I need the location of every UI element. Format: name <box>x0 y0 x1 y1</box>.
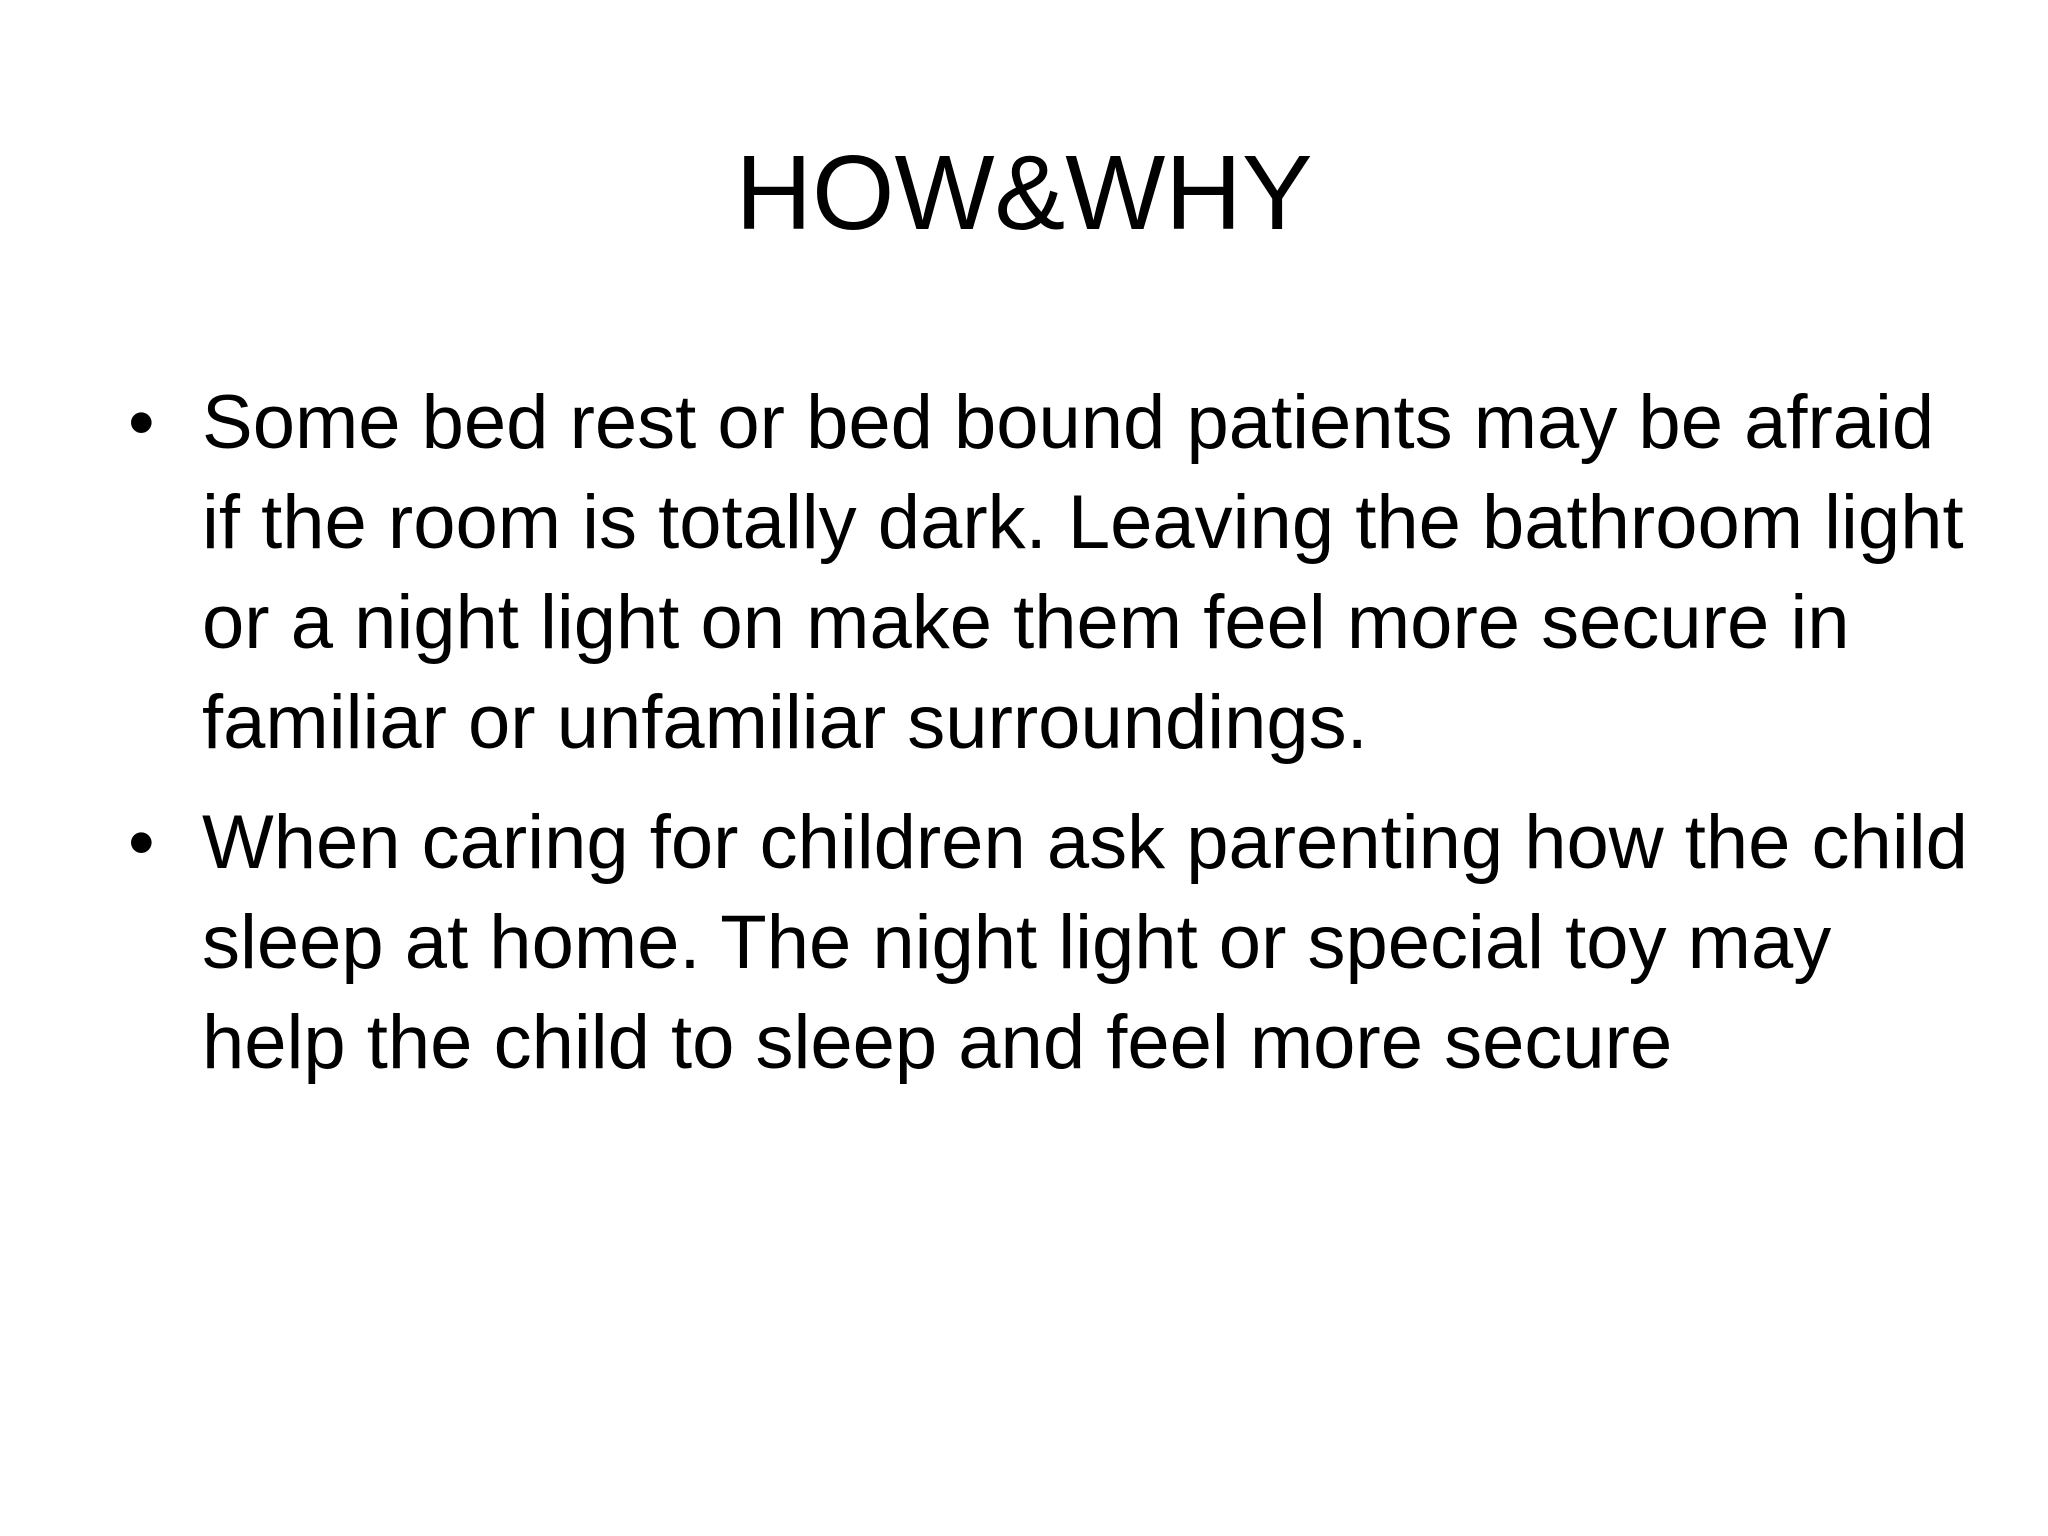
bullet-text: When caring for children ask parenting how the child sleep at home. The night light or special toy may help the child to sleep and feel more secure <box>202 800 1968 1085</box>
bullet-text: Some bed rest or bed bound patients may be afraid if the room is totally dark. Leaving the bathroom light or a night light on make them feel more secure in familiar or unfamiliar surroundings. <box>202 380 1964 765</box>
bullet-marker: • <box>128 380 155 465</box>
bullet-item <box>120 373 1980 773</box>
slide-title: HOW&WHY <box>735 134 1313 252</box>
bullet-marker: • <box>128 800 155 885</box>
bullet-list <box>120 373 1980 1113</box>
bullet-item <box>120 793 1980 1093</box>
